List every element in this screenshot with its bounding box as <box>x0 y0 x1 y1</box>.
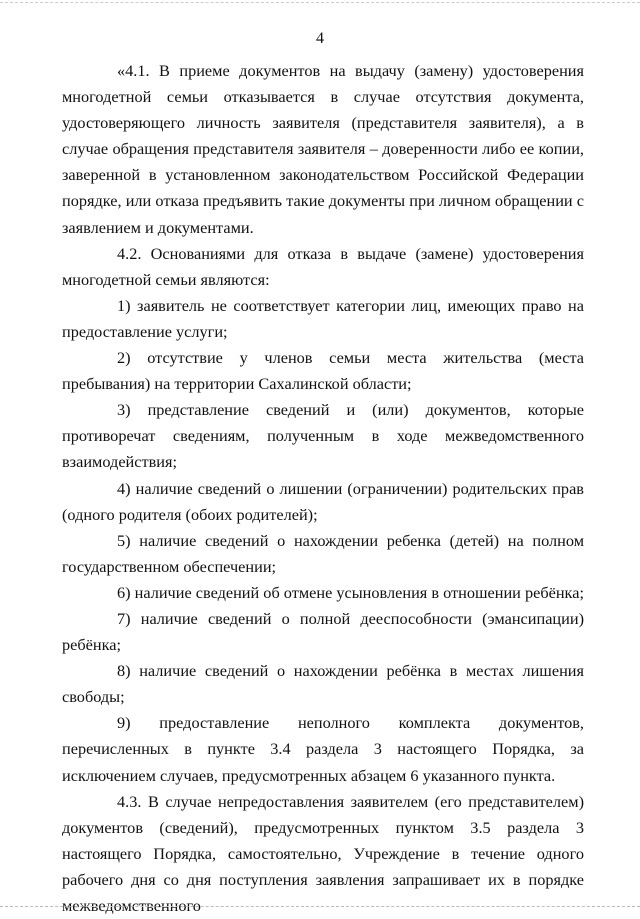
list-item-6: 6) наличие сведений об отмене усыновления в отношении ребёнка; <box>117 582 584 602</box>
list-item-8: 8) наличие сведений о нахождении ребёнка в местах лишения свободы; <box>62 661 584 707</box>
list-item-3: 3) представление сведений и (или) документов, которые противоречат сведениям, полученным в ходе межведомственного взаимодействия; <box>62 400 584 472</box>
scan-edge-bottom <box>0 906 640 908</box>
list-item-7: 7) наличие сведений о полной дееспособности (эмансипации) ребёнка; <box>62 608 584 655</box>
list-item-2: 2) отсутствие у членов семьи места жительства (места пребывания) на территории Сахалинской области; <box>62 348 584 394</box>
paragraph-4-1: «4.1. В приеме документов на выдачу (замену) удостоверения многодетной семьи отказывается в случае отсутствия документа, удостоверяющего личность заявителя (представителя заявителя), а в случае обращения представителя заявителя – доверенности либо ее копии, заверенной в установленном законодательством Российской Федерации порядке, или отказа предъявить такие документы при личном обращении с заявлением и документами. <box>62 61 584 237</box>
page-number: 4 <box>316 30 324 47</box>
scan-edge-top <box>0 2 640 4</box>
paragraph-4-2: 4.2. Основаниями для отказа в выдаче (замене) удостоверения многодетной семьи являются: <box>62 243 584 289</box>
list-item-4: 4) наличие сведений о лишении (ограничении) родительских прав (одного родителя (обоих родителей); <box>62 478 584 524</box>
list-item-5: 5) наличие сведений о нахождении ребенка (детей) на полном государственном обеспечении; <box>62 530 584 576</box>
paragraph-4-3: 4.3. В случае непредоставления заявителем (его представителем) документов (сведений), предусмотренных пунктом 3.5 раздела 3 настоящего Порядка, самостоятельно, Учреждение в течение одного рабочего дня со дня поступления заявления запрашивает их в порядке межведомственного <box>62 791 584 915</box>
document-body <box>62 58 584 919</box>
list-item-9: 9) предоставление неполного комплекта документов, перечисленных в пункте 3.4 раздела 3 настоящего Порядка, за исключением случаев, предусмотренных абзацем 6 указанного пункта. <box>62 713 584 785</box>
list-item-1: 1) заявитель не соответствует категории лиц, имеющих право на предоставление услуги; <box>62 295 584 341</box>
